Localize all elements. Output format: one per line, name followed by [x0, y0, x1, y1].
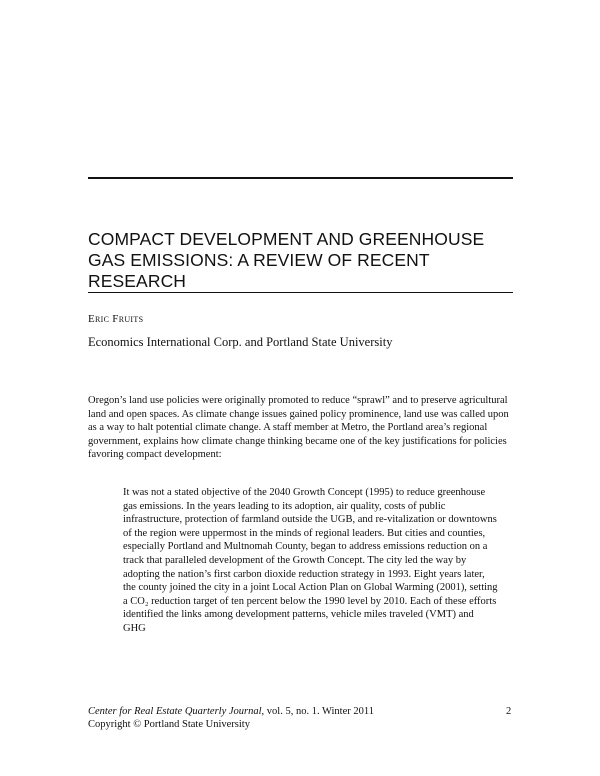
block-quote: It was not a stated objective of the 2040 Growth Concept (1995) to reduce greenhouse gas emissions. In the years leading to its adoption, air quality, costs of public infrastructure, protection of farmland outside the UGB, and re-vitalization or downtowns of the region were uppermost in the minds of regional leaders. But cities and counties, especially Portland and Multnomah County, began to address emissions reduction on a track that paralleled development of the Growth Concept. The city led the way by adopting the nation’s first carbon dioxide reduction strategy in 1993. Eight years later, the county joined the city in a joint Local Action Plan on Global Warming (2001), setting a CO₂ reduction target of ten percent below the 1990 level by 2010. Each of these efforts identified the links among development patterns, vehicle miles traveled (VMT) and GHG	[123, 487, 498, 634]
journal-issue: , vol. 5, no. 1. Winter 2011	[261, 706, 374, 717]
author-name: Eric Fruits	[88, 313, 144, 325]
footer-copyright: Copyright © Portland State University	[88, 719, 250, 730]
journal-name: Center for Real Estate Quarterly Journal	[88, 706, 262, 717]
page-number: 2	[506, 706, 512, 717]
footer-journal	[88, 706, 374, 717]
body-paragraph: Oregon’s land use policies were originally promoted to reduce “sprawl” and to preserve agricultural land and open spaces. As climate change issues gained policy prominence, land use was called upon as a way to halt potential climate change. A staff member at Metro, the Portland area’s regional government, explains how climate change thinking became one of the key justifications for policies favoring compact development:	[88, 395, 509, 461]
top-rule	[88, 177, 513, 179]
author-affiliation: Economics International Corp. and Portland State University	[88, 335, 393, 349]
title-underline	[88, 292, 513, 293]
article-title: COMPACT DEVELOPMENT AND GREENHOUSE GAS EMISSIONS: A REVIEW OF RECENT RESEARCH	[88, 229, 485, 291]
